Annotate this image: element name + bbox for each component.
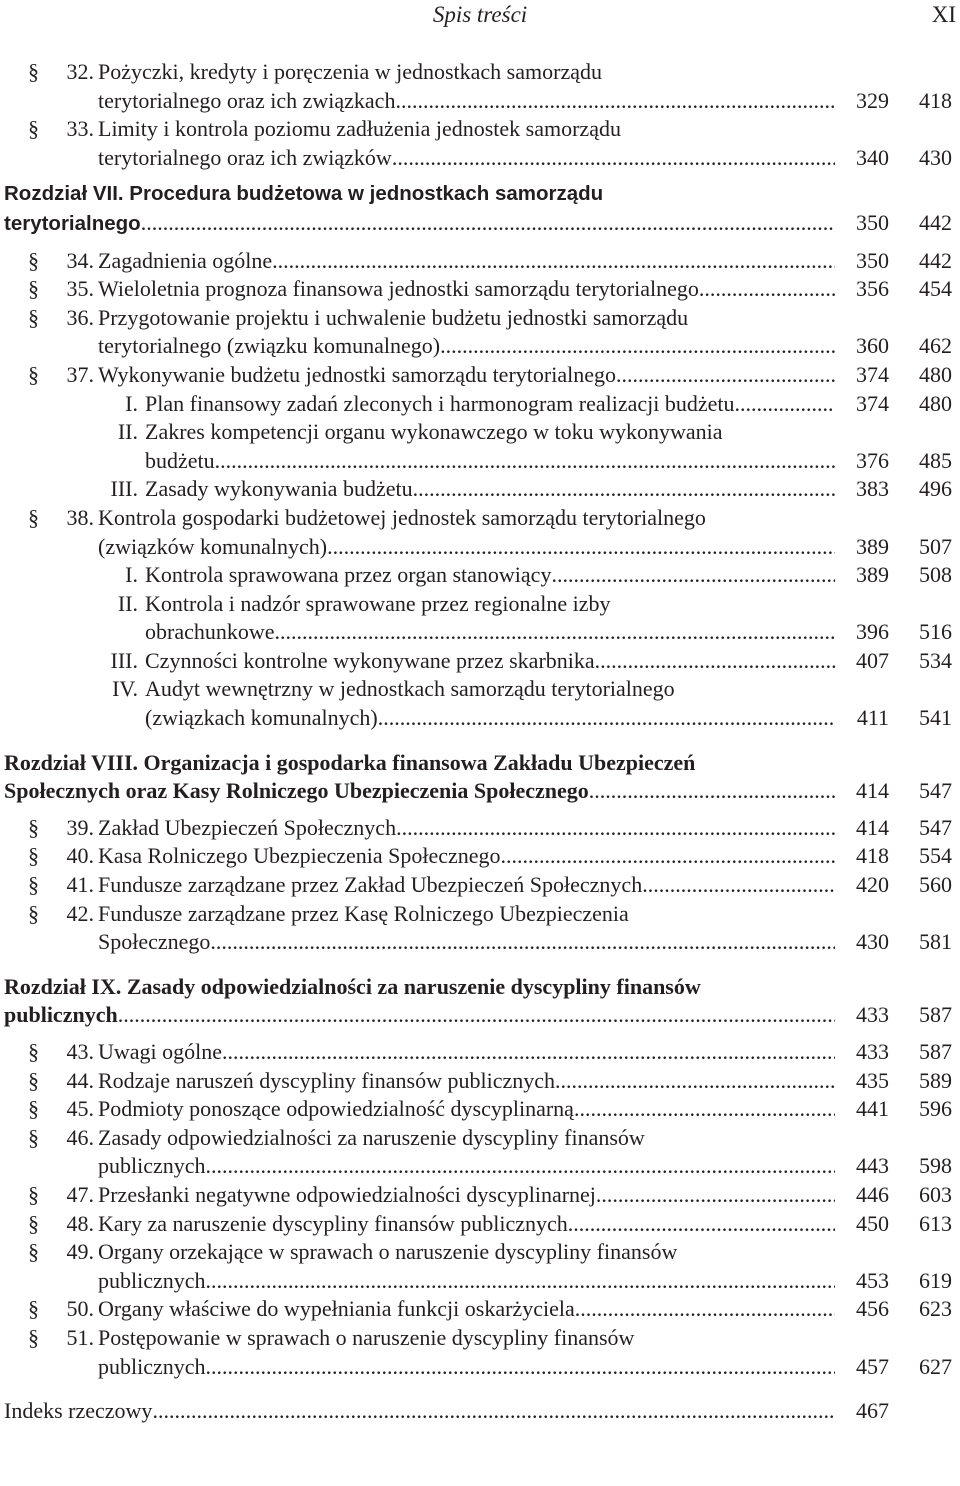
page-ref-primary: 441 (856, 1096, 889, 1122)
toc-subsection[interactable] (0, 647, 960, 676)
entry-title-line: Rozdział VII. Procedura budżetowa w jednostkach samorządu (4, 182, 604, 206)
page-ref-primary: 396 (856, 619, 889, 645)
dot-leader (413, 475, 835, 504)
section-sign: § (28, 1324, 39, 1350)
page-ref-secondary: 547 (919, 778, 952, 804)
page-ref-secondary: 485 (919, 447, 952, 473)
dot-leader (440, 332, 835, 361)
dot-leader (595, 647, 835, 676)
dot-leader (395, 87, 835, 116)
section-sign: § (28, 843, 39, 869)
toc-section[interactable] (0, 1295, 960, 1324)
dot-leader (551, 561, 835, 590)
page-ref-primary: 446 (856, 1181, 889, 1207)
page-ref-primary: 418 (856, 843, 889, 869)
entry-title-line: terytorialnego oraz ich związków (98, 144, 392, 170)
page-ref-secondary: 587 (919, 1039, 952, 1064)
toc-section[interactable] (0, 1238, 960, 1295)
section-sign: § (28, 1239, 39, 1265)
entry-number: 39. (66, 814, 94, 840)
page-number-roman: XI (931, 2, 956, 27)
page-ref-secondary: 587 (919, 1002, 952, 1028)
page-ref-primary: 433 (856, 1039, 889, 1064)
page-ref-secondary: 430 (919, 144, 952, 170)
section-sign: § (28, 276, 39, 302)
page-ref-primary: 457 (856, 1353, 889, 1379)
page-ref-secondary: 603 (919, 1181, 952, 1207)
dot-leader (735, 390, 836, 419)
dot-leader (574, 1095, 835, 1124)
page-ref-secondary: 547 (919, 814, 952, 840)
entry-number: 36. (66, 304, 94, 330)
entry-title-line: Wieloletnia prognoza finansowa jednostki samorządu terytorialnego (98, 276, 699, 302)
toc-section[interactable] (0, 1324, 960, 1381)
page-ref-primary: 411 (856, 705, 889, 731)
entry-title-line: publicznych (98, 1267, 206, 1293)
entry-title-line: publicznych (98, 1153, 206, 1179)
dot-leader (596, 1181, 835, 1210)
entry-title-line: Postępowanie w sprawach o naruszenie dyscypliny finansów (98, 1324, 635, 1350)
page-ref-primary: 453 (856, 1267, 889, 1293)
page-ref-primary: 456 (856, 1296, 889, 1322)
entry-title-line: Uwagi ogólne (98, 1039, 223, 1064)
entry-title-line: terytorialnego (związku komunalnego) (98, 333, 441, 359)
dot-leader (222, 1038, 835, 1067)
section-sign: § (28, 900, 39, 926)
page-ref-primary: 374 (856, 361, 889, 387)
entry-number: 42. (66, 900, 94, 926)
entry-number: 44. (66, 1067, 94, 1093)
entry-title-line: terytorialnego oraz ich związkach (98, 87, 396, 113)
entry-title-line: Kontrola sprawowana przez organ stanowiący (145, 562, 552, 588)
entry-title-line: obrachunkowe (145, 619, 275, 645)
section-sign: § (28, 1181, 39, 1207)
page-ref-primary: 435 (856, 1067, 889, 1093)
section-sign: § (28, 116, 39, 142)
page-ref-primary: 430 (856, 929, 889, 955)
page-ref-secondary: 516 (919, 619, 952, 645)
page-ref-primary: 407 (856, 647, 889, 673)
entry-title-line: Społecznego (98, 929, 211, 955)
entry-number: 48. (66, 1210, 94, 1236)
entry-number: 46. (66, 1124, 94, 1150)
toc-section[interactable] (0, 247, 960, 276)
toc-section[interactable] (0, 1067, 960, 1096)
page-ref-primary: 389 (856, 562, 889, 588)
page-ref-primary: 356 (856, 276, 889, 302)
dot-leader (206, 1353, 835, 1382)
toc-subsection[interactable] (0, 475, 960, 504)
entry-number: IV. (112, 676, 138, 702)
page-ref-secondary: 560 (919, 872, 952, 898)
toc-index-entry[interactable] (0, 1397, 960, 1426)
toc-section[interactable] (0, 361, 960, 390)
page-ref-primary: 443 (856, 1153, 889, 1179)
toc-section[interactable] (0, 1181, 960, 1210)
section-sign: § (28, 1210, 39, 1236)
toc-section[interactable] (0, 275, 960, 304)
page-ref-secondary: 508 (919, 562, 952, 588)
entry-title-line: terytorialnego (4, 211, 141, 235)
page-ref-secondary: 462 (919, 333, 952, 359)
page-ref-primary: 350 (856, 247, 889, 273)
section-sign: § (28, 872, 39, 898)
page-ref-secondary: 627 (919, 1353, 952, 1379)
page-ref-secondary: 598 (919, 1153, 952, 1179)
page-ref-secondary: 442 (919, 209, 952, 235)
spacer (0, 957, 960, 973)
page-ref-secondary: 496 (919, 476, 952, 502)
page-ref-secondary: 480 (919, 361, 952, 387)
entry-title-line: Kary za naruszenie dyscypliny finansów publicznych (98, 1210, 568, 1236)
spacer (0, 806, 960, 814)
toc-subsection[interactable] (0, 590, 960, 647)
page-ref-secondary: 623 (919, 1296, 952, 1322)
entry-number: 38. (66, 504, 94, 530)
page-ref-primary: 420 (856, 872, 889, 898)
page-ref-primary: 350 (856, 209, 889, 235)
entry-number: 51. (66, 1324, 94, 1350)
page-ref-secondary: 442 (919, 247, 952, 273)
spacer (0, 239, 960, 247)
entry-title-line: publicznych (98, 1353, 206, 1379)
section-sign: § (28, 1067, 39, 1093)
dot-leader (396, 814, 835, 843)
page-ref-primary: 467 (856, 1398, 889, 1424)
entry-title-line: Pożyczki, kredyty i poręczenia w jednostkach samorządu (98, 59, 602, 84)
entry-number: 50. (66, 1296, 94, 1322)
toc-section[interactable] (0, 304, 960, 361)
toc-subsection[interactable] (0, 561, 960, 590)
dot-leader (206, 1152, 835, 1181)
entry-title-line: Rozdział VIII. Organizacja i gospodarka finansowa Zakładu Ubezpieczeń (4, 749, 696, 775)
entry-title-line: Kontrola i nadzór sprawowane przez regionalne izby (145, 590, 611, 616)
entry-number: 40. (66, 843, 94, 869)
page-ref-secondary: 554 (919, 843, 952, 869)
dot-leader (141, 209, 835, 238)
entry-title-line: budżetu (145, 447, 215, 473)
dot-leader (589, 777, 835, 806)
page-ref-primary: 340 (856, 144, 889, 170)
entry-title-line: Przesłanki negatywne odpowiedzialności dyscyplinarnej (98, 1181, 596, 1207)
page-ref-secondary: 613 (919, 1210, 952, 1236)
toc-section[interactable] (0, 842, 960, 871)
dot-leader (206, 1267, 835, 1296)
entry-title-line: Czynności kontrolne wykonywane przez skarbnika (145, 647, 595, 673)
section-sign: § (28, 59, 39, 84)
entry-number: II. (117, 590, 138, 616)
entry-number: 45. (66, 1096, 94, 1122)
running-header-title: Spis treści (432, 2, 528, 27)
toc-chapter[interactable] (0, 749, 960, 806)
spacer (0, 172, 960, 180)
page-ref-secondary: 454 (919, 276, 952, 302)
dot-leader (118, 1001, 835, 1030)
section-sign: § (28, 304, 39, 330)
dot-leader (699, 275, 835, 304)
section-sign: § (28, 814, 39, 840)
page-ref-primary: 433 (856, 1002, 889, 1028)
toc-section[interactable] (0, 1210, 960, 1239)
toc-section[interactable] (0, 1124, 960, 1181)
entry-title-line: Przygotowanie projektu i uchwalenie budżetu jednostki samorządu (98, 304, 689, 330)
entry-title-line: Kontrola gospodarki budżetowej jednostek samorządu terytorialnego (98, 504, 706, 530)
spacer (0, 1030, 960, 1038)
page-ref-secondary: 507 (919, 533, 952, 559)
entry-title-line: Rodzaje naruszeń dyscypliny finansów publicznych (98, 1067, 555, 1093)
entry-number: 43. (66, 1039, 94, 1064)
dot-leader (275, 618, 835, 647)
entry-number: 47. (66, 1181, 94, 1207)
page-ref-secondary: 581 (919, 929, 952, 955)
entry-title-line: Organy właściwe do wypełniania funkcji oskarżyciela (98, 1296, 575, 1322)
toc-section[interactable] (0, 58, 960, 115)
toc-chapter[interactable] (0, 973, 960, 1030)
section-sign: § (28, 1124, 39, 1150)
page-ref-secondary: 480 (919, 390, 952, 416)
entry-title-line: Plan finansowy zadań zleconych i harmonogram realizacji budżetu (145, 390, 735, 416)
page-ref-primary: 414 (856, 814, 889, 840)
entry-title-line: Kasa Rolniczego Ubezpieczenia Społecznego (98, 843, 501, 869)
dot-leader (210, 928, 835, 957)
page-ref-secondary: 534 (919, 647, 952, 673)
spacer (0, 1381, 960, 1397)
entry-title-line: (związkach komunalnych) (145, 705, 378, 731)
page-ref-secondary: 541 (919, 705, 952, 731)
page-ref-secondary: 619 (919, 1267, 952, 1293)
toc-section[interactable] (0, 814, 960, 843)
entry-number: 37. (66, 361, 94, 387)
toc-subsection[interactable] (0, 418, 960, 475)
dot-leader (378, 704, 835, 733)
dot-leader (616, 361, 835, 390)
toc-section[interactable] (0, 115, 960, 172)
table-of-contents (0, 58, 960, 1426)
page-ref-primary: 374 (856, 390, 889, 416)
dot-leader (152, 1397, 835, 1426)
entry-number: I. (125, 562, 138, 588)
entry-title-line: Zakład Ubezpieczeń Społecznych (98, 814, 397, 840)
entry-title-line: (związków komunalnych) (98, 533, 328, 559)
entry-title-line: Organy orzekające w sprawach o naruszenie dyscypliny finansów (98, 1239, 678, 1265)
entry-number: 33. (66, 116, 94, 142)
dot-leader (575, 1295, 835, 1324)
dot-leader (568, 1210, 835, 1239)
entry-number: III. (110, 647, 138, 673)
entry-number: 41. (66, 872, 94, 898)
dot-leader (555, 1067, 835, 1096)
page-ref-secondary: 596 (919, 1096, 952, 1122)
entry-number: III. (110, 476, 138, 502)
page-ref-primary: 376 (856, 447, 889, 473)
entry-title-line: Audyt wewnętrzny w jednostkach samorządu terytorialnego (145, 676, 675, 702)
section-sign: § (28, 1096, 39, 1122)
entry-title-line: Społecznych oraz Kasy Rolniczego Ubezpieczenia Społecznego (4, 778, 589, 804)
toc-section[interactable] (0, 1038, 960, 1067)
section-sign: § (28, 247, 39, 273)
page-ref-primary: 383 (856, 476, 889, 502)
dot-leader (642, 871, 835, 900)
section-sign: § (28, 504, 39, 530)
entry-title-line: Podmioty ponoszące odpowiedzialność dyscyplinarną (98, 1096, 574, 1122)
entry-title-line: Indeks rzeczowy (4, 1398, 153, 1424)
entry-number: 35. (66, 276, 94, 302)
toc-chapter[interactable] (0, 180, 960, 238)
dot-leader (501, 842, 835, 871)
entry-number: 49. (66, 1239, 94, 1265)
entry-title-line: Zasady odpowiedzialności za naruszenie dyscypliny finansów (98, 1124, 645, 1150)
toc-subsection[interactable] (0, 675, 960, 732)
entry-title-line: Limity i kontrola poziomu zadłużenia jednostek samorządu (98, 116, 621, 142)
dot-leader (272, 247, 835, 276)
entry-title-line: Rozdział IX. Zasady odpowiedzialności za naruszenie dyscypliny finansów (4, 973, 701, 999)
page-ref-primary: 329 (856, 87, 889, 113)
entry-title-line: Fundusze zarządzane przez Kasę Rolniczego Ubezpieczenia (98, 900, 629, 926)
section-sign: § (28, 1039, 39, 1064)
dot-leader (215, 447, 835, 476)
toc-subsection[interactable] (0, 390, 960, 419)
section-sign: § (28, 1296, 39, 1322)
toc-section[interactable] (0, 504, 960, 561)
page-ref-secondary: 589 (919, 1067, 952, 1093)
entry-title-line: Zagadnienia ogólne (98, 247, 273, 273)
entry-title-line: Zasady wykonywania budżetu (145, 476, 413, 502)
dot-leader (392, 144, 835, 173)
page-ref-primary: 360 (856, 333, 889, 359)
entry-number: 32. (66, 59, 94, 84)
entry-title-line: Zakres kompetencji organu wykonawczego w toku wykonywania (145, 419, 723, 445)
entry-number: 34. (66, 247, 94, 273)
entry-number: I. (125, 390, 138, 416)
page-ref-primary: 414 (856, 778, 889, 804)
section-sign: § (28, 361, 39, 387)
entry-title-line: Fundusze zarządzane przez Zakład Ubezpieczeń Społecznych (98, 872, 643, 898)
entry-title-line: Wykonywanie budżetu jednostki samorządu terytorialnego (98, 361, 616, 387)
toc-section[interactable] (0, 871, 960, 900)
toc-section[interactable] (0, 1095, 960, 1124)
page-ref-secondary: 418 (919, 87, 952, 113)
spacer (0, 733, 960, 749)
page-ref-primary: 450 (856, 1210, 889, 1236)
entry-number: II. (117, 419, 138, 445)
dot-leader (327, 533, 835, 562)
entry-title-line: publicznych (4, 1002, 118, 1028)
toc-section[interactable] (0, 900, 960, 957)
page-ref-primary: 389 (856, 533, 889, 559)
